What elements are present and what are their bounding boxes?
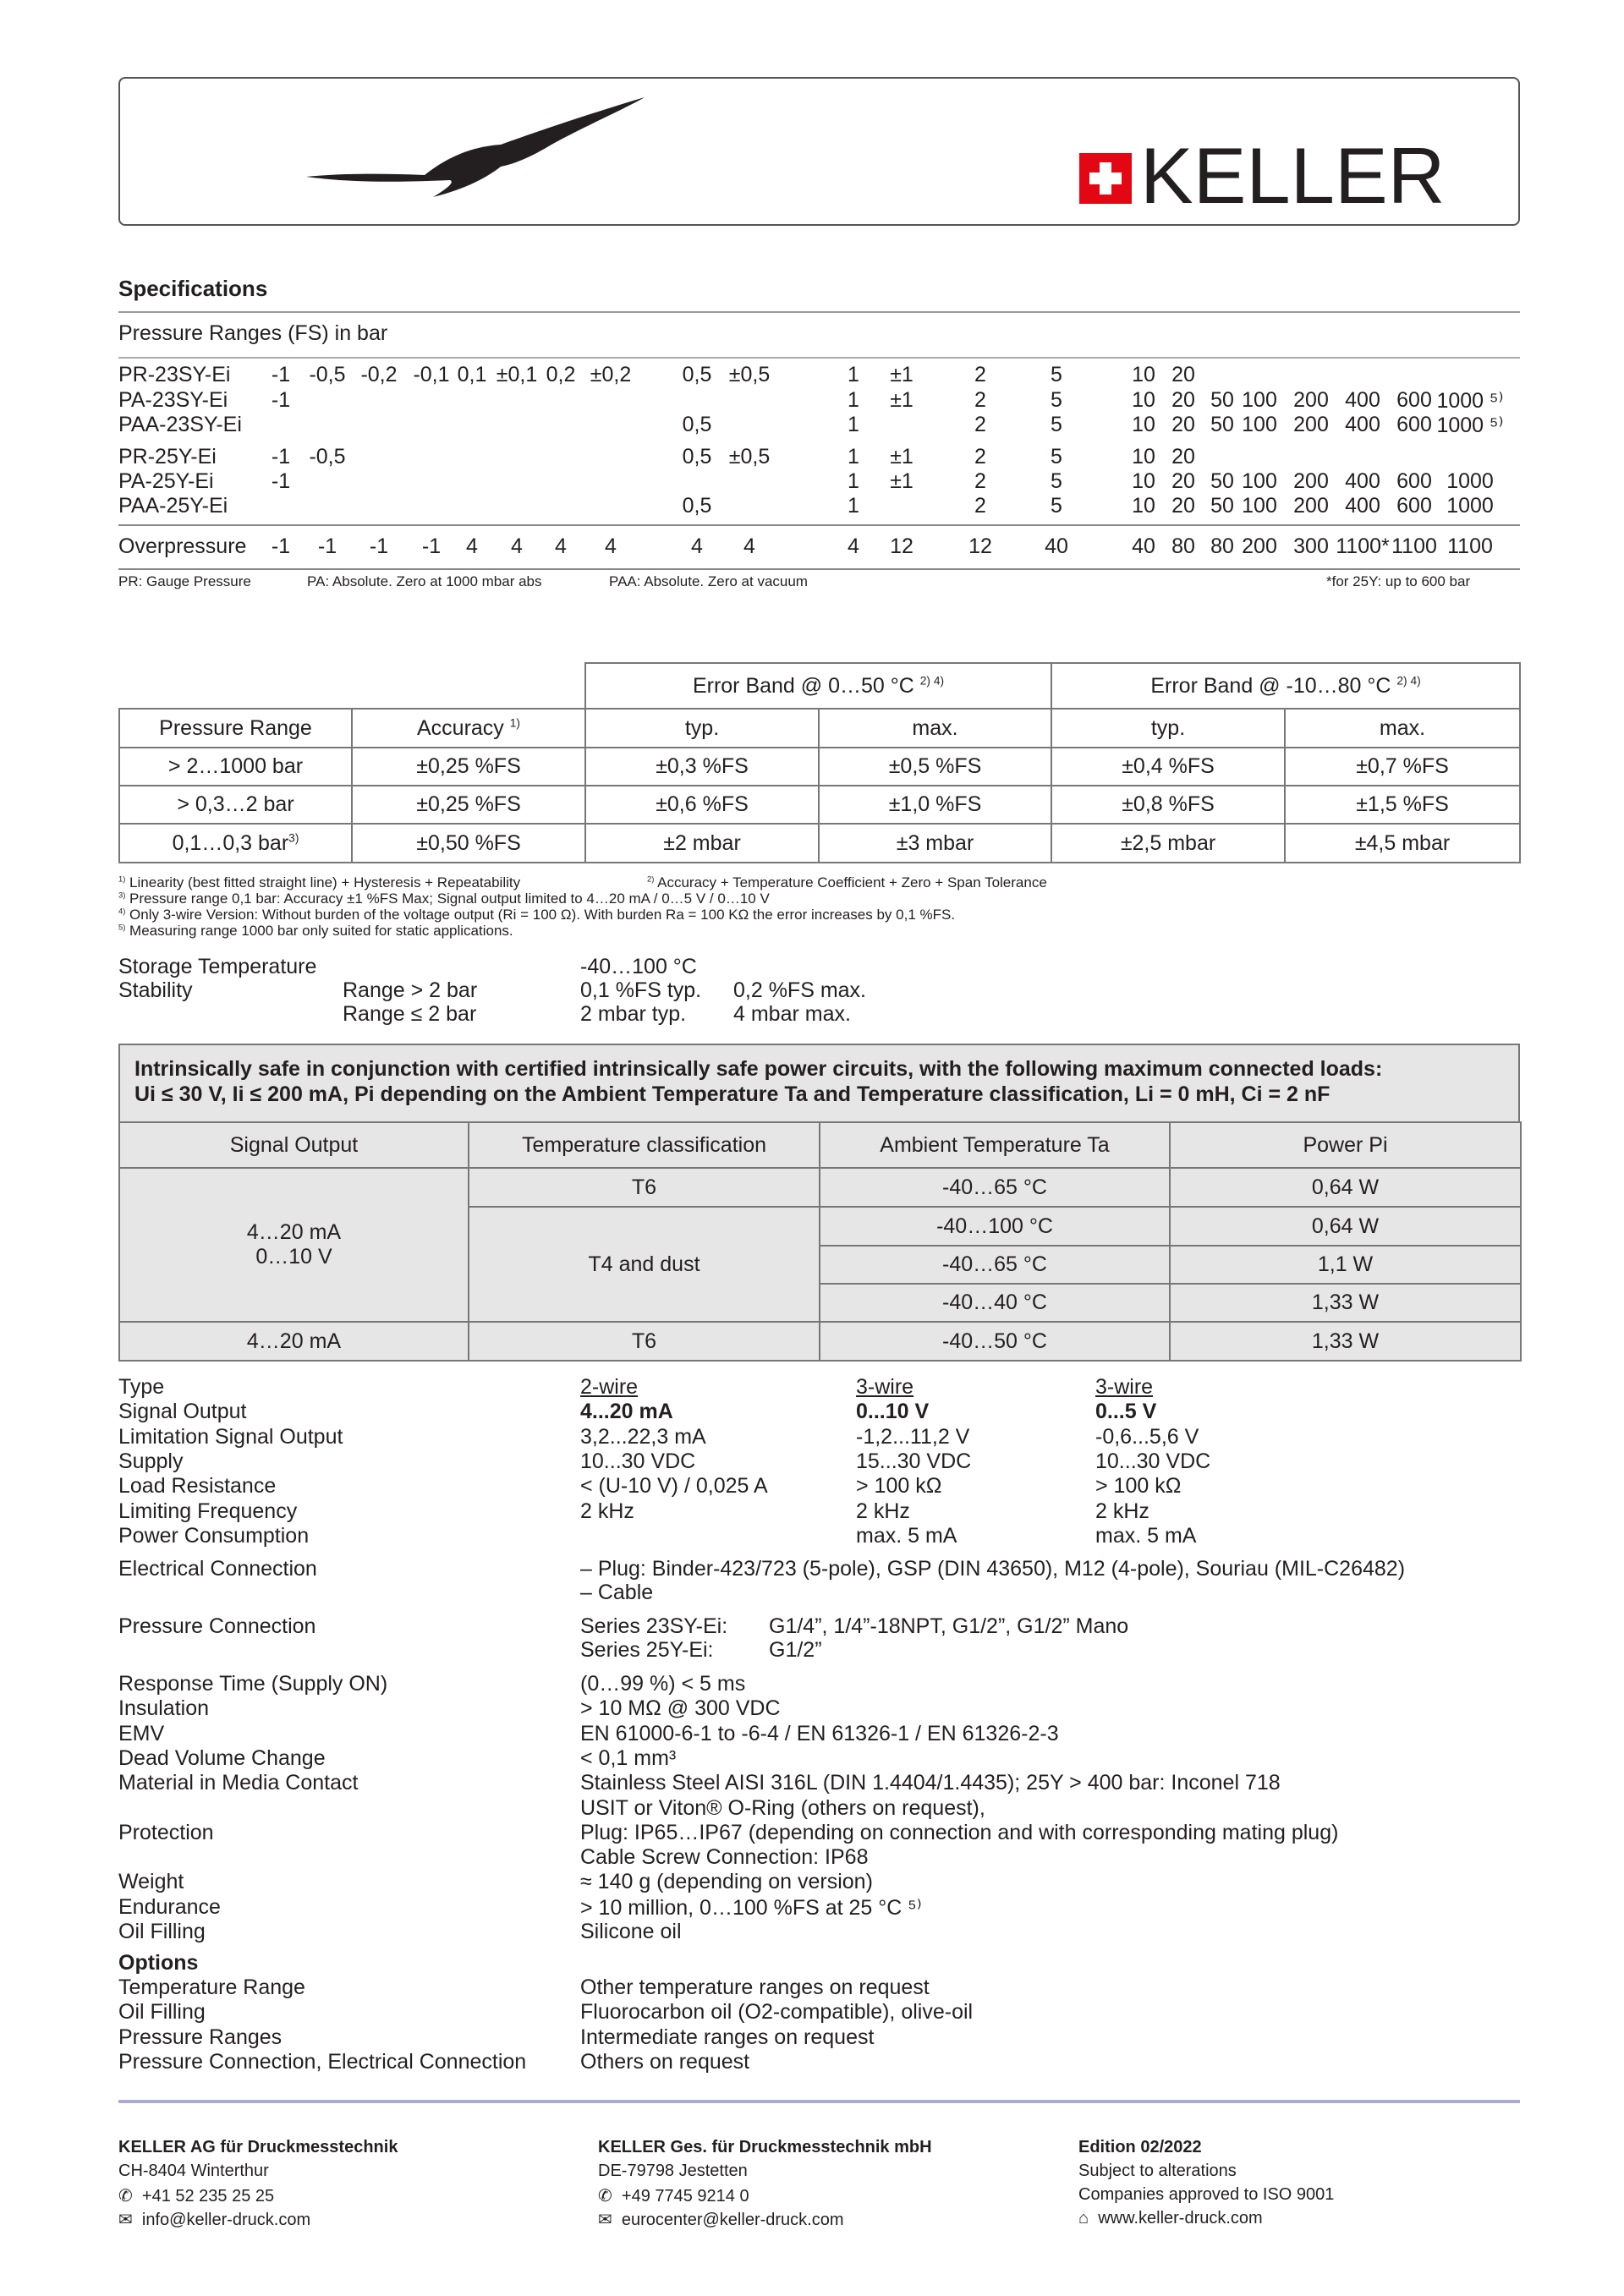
signal-output-cell: 4…20 mA 0…10 V (119, 1168, 469, 1322)
electrical-connection-value: – Cable (580, 1581, 654, 1604)
error-band-table (118, 662, 1521, 863)
footer-company: KELLER AG für Druckmesstechnik (118, 2138, 398, 2156)
range-value: 1100 (1447, 534, 1493, 558)
footer-phone: ✆ +41 52 235 25 25 (118, 2187, 275, 2206)
range-value: ±1 (890, 363, 914, 386)
range-value: 2 (974, 445, 986, 469)
range-value: 2 (974, 387, 986, 412)
legend-paa: PAA: Absolute. Zero at vacuum (609, 573, 808, 589)
range-value: 80 (1171, 534, 1195, 558)
col-header: Power Pi (1170, 1122, 1521, 1168)
range-value: -1 (421, 534, 442, 558)
footer-email[interactable]: ✉ info@keller-druck.com (118, 2211, 311, 2229)
range-value: 600 (1396, 387, 1432, 412)
spec-label: Limitation Signal Output (118, 1424, 343, 1449)
range-value: 20 (1171, 363, 1195, 386)
table-row: > 2…1000 bar ±0,25 %FS ±0,3 %FS ±0,5 %FS ±0,4 %FS ±0,7 %FS (119, 748, 1520, 786)
range-value: 600 (1396, 413, 1432, 436)
electrical-connection-label: Electrical Connection (118, 1557, 317, 1581)
series-label: Series 23SY-Ei: (580, 1614, 728, 1638)
series-value: G1/2” (769, 1638, 822, 1662)
footnote-2: $^{2)}$ Accuracy + Temperature Coefficient + Zero + Span Tolerance (647, 874, 1047, 890)
spec-value: Silicone oil (580, 1920, 682, 1943)
option-label: Pressure Ranges (118, 2025, 283, 2049)
spec-value: EN 61000-6-1 to -6-4 / EN 61326-1 / EN 61326-2-3 (580, 1721, 1059, 1745)
spec-value: 2 kHz (1095, 1499, 1149, 1523)
spec-value: Stainless Steel AISI 316L (DIN 1.4404/1.4435); 25Y > 400 bar: Inconel 718 (580, 1771, 1281, 1795)
swiss-cross-icon (1079, 153, 1132, 204)
range-value: 50 (1210, 413, 1234, 436)
spec-value: USIT or Viton® O-Ring (others on request), (580, 1795, 985, 1820)
spec-value: -0,6...5,6 V (1095, 1424, 1199, 1449)
range-value: -1 (271, 469, 291, 493)
range-value: 5 (1051, 494, 1062, 518)
storage-value: -40…100 °C (580, 955, 697, 978)
footer-email[interactable]: ✉ eurocenter@keller-druck.com (598, 2211, 844, 2229)
range-value: 10 (1132, 445, 1155, 469)
range-value: 50 (1210, 387, 1234, 412)
storage-label: Storage Temperature (118, 955, 317, 978)
table-row: > 0,3…2 bar ±0,25 %FS ±0,6 %FS ±1,0 %FS ±0,8 %FS ±1,5 %FS (119, 786, 1520, 824)
range-value: ±1 (890, 445, 914, 469)
range-value: 200 (1293, 469, 1329, 493)
range-value: 2 (974, 494, 986, 518)
spec-value: (0…99 %) < 5 ms (580, 1672, 746, 1696)
spec-label: Load Resistance (118, 1474, 277, 1499)
footer-phone: ✆ +49 7745 9214 0 (598, 2187, 749, 2206)
footer-company: KELLER Ges. für Druckmesstechnik mbH (598, 2138, 932, 2156)
brand-name: KELLER (1140, 131, 1446, 220)
range-value: 400 (1345, 494, 1380, 518)
range-value: 400 (1345, 387, 1380, 412)
intrinsic-safety-box (118, 1044, 1520, 1122)
spec-value: max. 5 mA (1095, 1523, 1197, 1548)
range-value: 4 (605, 534, 617, 558)
range-value: 5 (1051, 445, 1062, 469)
spec-label: Response Time (Supply ON) (118, 1672, 388, 1696)
range-value: ±0,1 (496, 363, 538, 386)
model-name: PR-25Y-Ei (118, 445, 217, 469)
spec-value: 15...30 VDC (856, 1449, 972, 1473)
col-header: max. (819, 709, 1051, 748)
range-value: 10 (1132, 469, 1155, 493)
stability-max-1: 0,2 %FS max. (733, 978, 866, 1002)
spec-value: 0...5 V (1095, 1400, 1157, 1424)
footnote-1: $^{1)}$ Linearity (best fitted straight line) + Hysteresis + Repeatability (118, 874, 521, 890)
spec-value: max. 5 mA (856, 1523, 957, 1548)
option-label: Oil Filling (118, 2000, 206, 2025)
legend-pr: PR: Gauge Pressure (118, 573, 251, 589)
range-value: 200 (1293, 387, 1329, 412)
range-value: 20 (1171, 413, 1195, 436)
range-value: 40 (1045, 534, 1068, 558)
section-title: Specifications (118, 276, 268, 301)
range-value: 50 (1210, 469, 1234, 493)
option-value: Fluorocarbon oil (O2-compatible), olive-oil (580, 2000, 974, 2025)
range-value: -1 (271, 387, 291, 412)
range-value: 400 (1345, 469, 1380, 493)
spec-label: Material in Media Contact (118, 1771, 359, 1795)
spec-value: > 100 kΩ (856, 1474, 942, 1499)
range-value: 400 (1345, 413, 1380, 436)
spec-label: Protection (118, 1820, 214, 1844)
model-name: PR-23SY-Ei (118, 363, 231, 386)
spec-value: < 0,1 mm³ (580, 1745, 677, 1770)
spec-label: Insulation (118, 1696, 210, 1721)
range-value: 1 (848, 445, 859, 469)
range-value: 50 (1210, 494, 1234, 518)
intrinsic-safety-table: Signal Output Temperature classification Ambient Temperature Ta Power Pi 4…20 mA 0…10 V T6 -40…65 °C 0,64 W T4 and dust -40…100 °C 0,64 W -40…65 °C 1,1 W -40…40 °C 1,33 W 4…20 mA T6 -40…50 °C 1,33 W (118, 1121, 1522, 1362)
spec-value: < (U-10 V) / 0,025 A (580, 1474, 768, 1499)
spec-label: Oil Filling (118, 1920, 206, 1943)
spec-label: Type (118, 1375, 165, 1399)
spec-label: Endurance (118, 1894, 221, 1919)
spec-value: ≈ 140 g (depending on version) (580, 1870, 873, 1894)
error-band-0-50-header: Error Band @ 0…50 °C $^{2) 4)}$ (585, 663, 1051, 709)
range-value: 100 (1242, 387, 1277, 412)
spec-label: Signal Output (118, 1400, 247, 1424)
bird-logo-icon (306, 96, 661, 205)
spec-value: 3-wire (1095, 1375, 1154, 1399)
spec-value: > 10 MΩ @ 300 VDC (580, 1696, 781, 1721)
footer-edition: Edition 02/2022 (1078, 2138, 1202, 2156)
spec-value: > 100 kΩ (1095, 1474, 1182, 1499)
range-value: 12 (890, 534, 914, 558)
col-header: typ. (1051, 709, 1285, 748)
col-header: Signal Output (119, 1122, 469, 1168)
mail-icon: ✉ (118, 2211, 133, 2229)
range-value: -0,5 (309, 445, 346, 469)
stability-max-2: 4 mbar max. (733, 1002, 851, 1026)
range-value: -1 (317, 534, 337, 558)
range-value: 200 (1242, 534, 1277, 558)
col-header: typ. (585, 709, 819, 748)
footer-address: CH-8404 Winterthur (118, 2162, 269, 2180)
range-value: -1 (271, 445, 291, 469)
range-value: -1 (369, 534, 389, 558)
temp-class: T6 (469, 1168, 820, 1207)
range-value: 80 (1210, 534, 1234, 558)
range-value: 600 (1396, 494, 1432, 518)
range-value: 10 (1132, 494, 1155, 518)
range-value: 0,5 (682, 363, 712, 386)
range-value: 4 (691, 534, 703, 558)
stability-typ-1: 0,1 %FS typ. (580, 978, 702, 1002)
option-label: Temperature Range (118, 1975, 305, 1999)
range-value: 0,5 (682, 445, 712, 469)
footnote-3: $^{3)}$ Pressure range 0,1 bar: Accuracy ±1 %FS Max; Signal output limited to 4…20 mA / 0…5 V / 0…10 V (118, 890, 770, 907)
footer-iso: Companies approved to ISO 9001 (1078, 2185, 1335, 2204)
range-value: 4 (743, 534, 755, 558)
range-value: 10 (1132, 363, 1155, 386)
footnote-5: $^{5)}$ Measuring range 1000 bar only suited for static applications. (118, 923, 513, 939)
range-value: 1100 (1391, 534, 1437, 558)
col-header: Accuracy $^{1)}$ (352, 709, 585, 748)
range-value: ±1 (890, 469, 914, 493)
option-value: Other temperature ranges on request (580, 1975, 930, 1999)
table-row: 0,1…0,3 bar$^{3)}$ ±0,50 %FS ±2 mbar ±3 mbar ±2,5 mbar ±4,5 mbar (119, 824, 1520, 863)
range-value: 10 (1132, 413, 1155, 436)
spec-label: Dead Volume Change (118, 1745, 326, 1770)
stability-typ-2: 2 mbar typ. (580, 1002, 687, 1026)
pressure-ranges-title: Pressure Ranges (FS) in bar (118, 321, 388, 345)
spec-value: > 10 million, 0…100 %FS at 25 °C ⁵⁾ (580, 1895, 922, 1920)
range-value: 1000 (1446, 469, 1494, 493)
range-value: 1 (848, 387, 859, 412)
range-value: 5 (1051, 363, 1062, 386)
model-name: PAA-25Y-Ei (118, 494, 228, 518)
range-value: 0,5 (682, 413, 712, 436)
intrinsic-line-1: Intrinsically safe in conjunction with certified intrinsically safe power circuits, with the following maximum connected loads: (134, 1057, 1383, 1081)
legend-pa: PA: Absolute. Zero at 1000 mbar abs (307, 573, 542, 589)
range-value: 600 (1396, 469, 1432, 493)
electrical-connection-value: – Plug: Binder-423/723 (5-pole), GSP (DIN 43650), M12 (4-pole), Souriau (MIL-C26482) (580, 1557, 1406, 1581)
range-value: ±1 (890, 387, 914, 412)
col-header: max. (1285, 709, 1520, 748)
spec-value: 0...10 V (856, 1400, 930, 1424)
spec-value: 10...30 VDC (580, 1449, 696, 1473)
range-value: 1100* (1336, 534, 1390, 558)
footer-address: DE-79798 Jestetten (598, 2162, 748, 2180)
spec-value: Plug: IP65…IP67 (depending on connection and with corresponding mating plug) (580, 1820, 1339, 1844)
range-value: -0,5 (309, 363, 346, 386)
range-value: 5 (1051, 413, 1062, 436)
col-header: Temperature classification (469, 1122, 820, 1168)
model-name: PA-23SY-Ei (118, 387, 228, 412)
header-box (118, 77, 1520, 226)
phone-icon: ✆ (598, 2187, 612, 2206)
range-value: 4 (848, 534, 859, 558)
spec-label: Weight (118, 1870, 184, 1894)
pressure-connection-label: Pressure Connection (118, 1614, 316, 1638)
temp-class: T4 and dust (469, 1207, 820, 1322)
range-value: ±0,5 (728, 445, 771, 469)
range-value: ±0,2 (590, 363, 632, 386)
spec-label: Limiting Frequency (118, 1499, 298, 1523)
options-title: Options (118, 1951, 199, 1975)
spec-value: 10...30 VDC (1095, 1449, 1211, 1473)
phone-icon: ✆ (118, 2187, 133, 2206)
range-value: 300 (1293, 534, 1329, 558)
footer-website[interactable]: ⌂ www.keller-druck.com (1078, 2209, 1263, 2228)
spec-value: -1,2...11,2 V (856, 1424, 970, 1449)
spec-value: 3-wire (856, 1375, 914, 1399)
range-value: 12 (968, 534, 992, 558)
stability-range-2: Range ≤ 2 bar (343, 1002, 477, 1026)
range-value: ±0,5 (728, 363, 771, 386)
spec-value: Cable Screw Connection: IP68 (580, 1845, 869, 1870)
range-value: 100 (1242, 494, 1277, 518)
range-value: -1 (271, 534, 291, 558)
footer-note: Subject to alterations (1078, 2162, 1237, 2180)
range-value: 20 (1171, 494, 1195, 518)
intrinsic-line-2: Ui ≤ 30 V, Ii ≤ 200 mA, Pi depending on the Ambient Temperature Ta and Temperature classification, Li = 0 mH, Ci = 2 nF (134, 1082, 1330, 1106)
model-name: PA-25Y-Ei (118, 469, 214, 493)
range-value: 1 (848, 363, 859, 386)
range-value: 4 (511, 534, 523, 558)
range-value: 0,5 (682, 494, 712, 518)
range-value: 100 (1242, 413, 1277, 436)
range-value: 1000 (1446, 494, 1494, 518)
range-value: -0,2 (360, 363, 398, 386)
spec-value: 4...20 mA (580, 1400, 673, 1424)
range-value: 10 (1132, 387, 1155, 412)
range-value: 5 (1051, 469, 1062, 493)
option-value: Others on request (580, 2049, 750, 2074)
option-value: Intermediate ranges on request (580, 2025, 875, 2049)
spec-value: 3,2...22,3 mA (580, 1424, 706, 1449)
range-value: 0,2 (546, 363, 576, 386)
legend-25y-note: *for 25Y: up to 600 bar (1326, 573, 1471, 589)
range-value: 40 (1132, 534, 1155, 558)
range-value: 100 (1242, 469, 1277, 493)
range-value: 1 (848, 494, 859, 518)
range-value: 4 (466, 534, 478, 558)
range-value: 5 (1051, 387, 1062, 412)
range-value: 2 (974, 363, 986, 386)
spec-value: 2 kHz (580, 1499, 634, 1523)
footnote-4: $^{4)}$ Only 3-wire Version: Without burden of the voltage output (Ri = 100 Ω). With burden Ra = 100 KΩ the error increases by 0,1 %FS. (118, 907, 956, 923)
range-value: 0,1 (457, 363, 487, 386)
range-value: 20 (1171, 445, 1195, 469)
spec-label: EMV (118, 1721, 165, 1745)
option-label: Pressure Connection, Electrical Connection (118, 2049, 527, 2074)
stability-label: Stability (118, 978, 193, 1002)
range-value: 2 (974, 413, 986, 436)
series-value: G1/4”, 1/4”-18NPT, G1/2”, G1/2” Mano (769, 1614, 1129, 1638)
spec-value: 2 kHz (856, 1499, 910, 1523)
home-icon: ⌂ (1078, 2209, 1089, 2228)
model-name: Overpressure (118, 534, 247, 558)
range-value: 200 (1293, 413, 1329, 436)
range-value: 200 (1293, 494, 1329, 518)
range-value: 4 (555, 534, 567, 558)
range-value: 2 (974, 469, 986, 493)
spec-label: Supply (118, 1449, 184, 1473)
stability-range-1: Range > 2 bar (343, 978, 478, 1002)
range-value: 20 (1171, 387, 1195, 412)
spec-value: 2-wire (580, 1375, 639, 1399)
range-value: -0,1 (413, 363, 450, 386)
spec-label: Power Consumption (118, 1523, 310, 1548)
series-label: Series 25Y-Ei: (580, 1638, 714, 1662)
range-value: -1 (271, 363, 291, 386)
model-name: PAA-23SY-Ei (118, 413, 242, 436)
range-value: 1 (848, 469, 859, 493)
col-header: Ambient Temperature Ta (820, 1122, 1170, 1168)
range-value: 1000 ⁵⁾ (1436, 414, 1504, 437)
col-header: Pressure Range (119, 709, 352, 748)
error-band-10-80-header: Error Band @ -10…80 °C $^{2) 4)}$ (1051, 663, 1520, 709)
range-value: 1000 ⁵⁾ (1436, 388, 1504, 413)
range-value: 1 (848, 413, 859, 436)
mail-icon: ✉ (598, 2211, 612, 2229)
range-value: 20 (1171, 469, 1195, 493)
